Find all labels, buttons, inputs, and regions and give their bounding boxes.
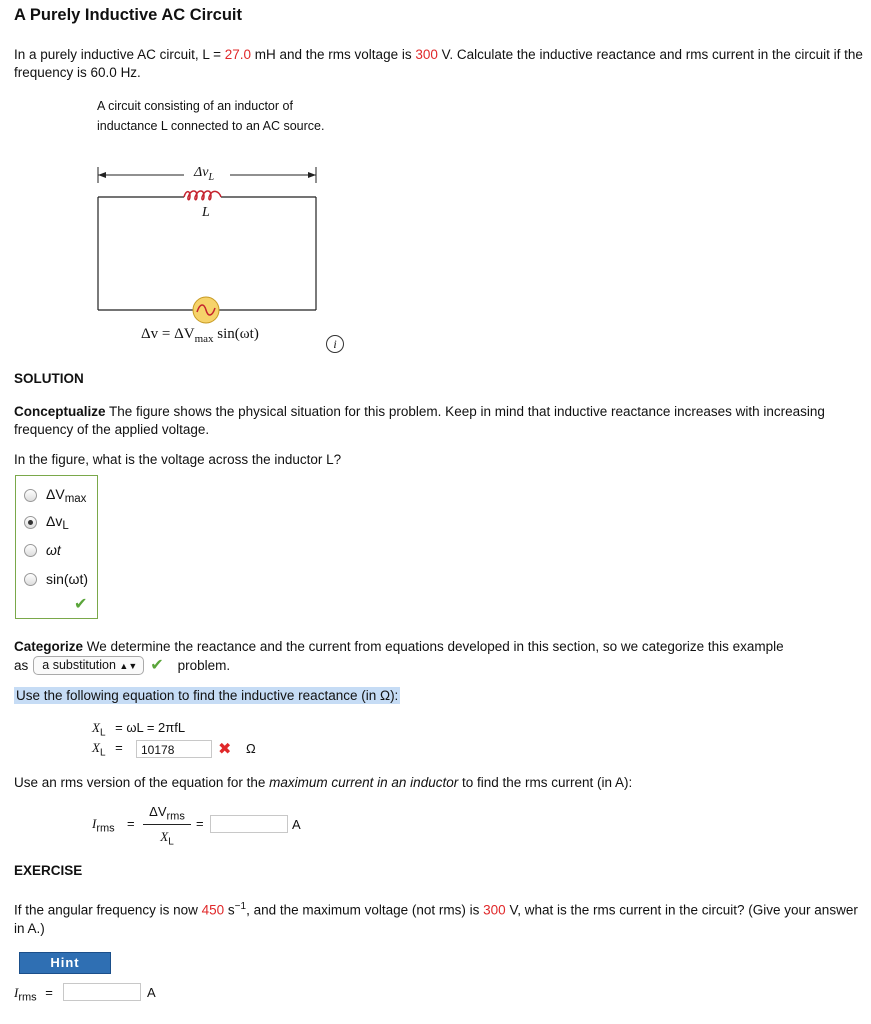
- inductor-coil: [184, 191, 221, 200]
- current-input[interactable]: [210, 815, 288, 833]
- solution-heading: SOLUTION: [14, 371, 84, 386]
- radio-button[interactable]: [24, 573, 37, 586]
- reactance-instruction: Use the following equation to find the inductive reactance (in Ω):: [16, 688, 399, 703]
- current-unit: A: [292, 817, 301, 832]
- L-value: 27.0: [224, 47, 252, 62]
- radio-button[interactable]: [24, 489, 37, 502]
- V-value: 300: [415, 47, 438, 62]
- fraction-bar: [143, 824, 191, 825]
- source-equation: $\Delta v = \Delta V_{max}$ sin(ωt): [141, 326, 259, 345]
- select-check-icon: ✔: [150, 657, 164, 674]
- exercise-irms-label: $I_{rms}$ =: [14, 985, 53, 1004]
- categorize-paragraph: Categorize We determine the reactance and the current from equations developed in this section, so we categorize this example: [14, 639, 784, 654]
- reactance-unit: Ω: [246, 741, 256, 756]
- exercise-text: If the angular frequency is now 450 $s^{-1}$, and the maximum voltage (not rms) is 300 V, what is the rms current in the circuit? (Give your answer in A.): [14, 901, 858, 936]
- fraction-numerator: $\Delta V_{rms}$: [149, 804, 185, 823]
- reactance-equation: $X_L = \omega L = 2\pi fL$: [92, 720, 186, 739]
- exercise-unit: A: [147, 985, 156, 1000]
- equals-sign: =: [196, 816, 204, 831]
- hint-button[interactable]: Hint: [19, 952, 111, 974]
- answer-options: [15, 475, 98, 619]
- voltage-label-top: $\Delta v_L$: [194, 165, 214, 183]
- info-icon[interactable]: i: [326, 335, 344, 353]
- category-select[interactable]: a substitution ▲▼: [33, 656, 144, 675]
- problem-statement: In a purely inductive AC circuit, L = 27.0 mH and the rms voltage is 300 V. Calculate the inductive reactance and rms current in the circuit if the frequency is 60.0 Hz.: [14, 47, 863, 80]
- equals-sign: =: [127, 816, 135, 831]
- fraction-denominator: $X_L$: [160, 829, 174, 848]
- correct-check-icon: ✔: [74, 596, 88, 613]
- exercise-heading: EXERCISE: [14, 863, 83, 878]
- figure-caption: A circuit consisting of an inductor of inductance L connected to an AC source.: [97, 99, 325, 133]
- reactance-input[interactable]: 10178: [136, 740, 212, 758]
- option-sin-omega-t[interactable]: sin(ωt): [24, 571, 88, 587]
- current-instruction: Use an rms version of the equation for the maximum current in an inductor to find the rms current (in A):: [14, 775, 633, 790]
- reactance-answer-line: $X_L$ =: [92, 740, 123, 759]
- page-title: A Purely Inductive AC Circuit: [14, 6, 242, 24]
- option-delta-vl[interactable]: $\Delta v_L$: [24, 513, 69, 532]
- irms-label: $I_{rms}$: [92, 816, 115, 835]
- inductor-label: L: [202, 205, 210, 220]
- categorize-line: as a substitution ▲▼ ✔ problem.: [14, 657, 231, 674]
- radio-button[interactable]: [24, 544, 37, 557]
- conceptualize-paragraph: Conceptualize The figure shows the physical situation for this problem. Keep in mind that inductive reactance increases with increasing frequency of the applied voltage.: [14, 404, 825, 437]
- option-omega-t[interactable]: ωt: [24, 542, 61, 558]
- radio-button-selected[interactable]: [24, 516, 37, 529]
- incorrect-x-icon: ✖: [218, 741, 232, 758]
- question-text: In the figure, what is the voltage across the inductor L?: [14, 452, 342, 467]
- option-delta-vmax[interactable]: $\Delta V_{max}$: [24, 486, 86, 505]
- exercise-answer-input[interactable]: [63, 983, 141, 1001]
